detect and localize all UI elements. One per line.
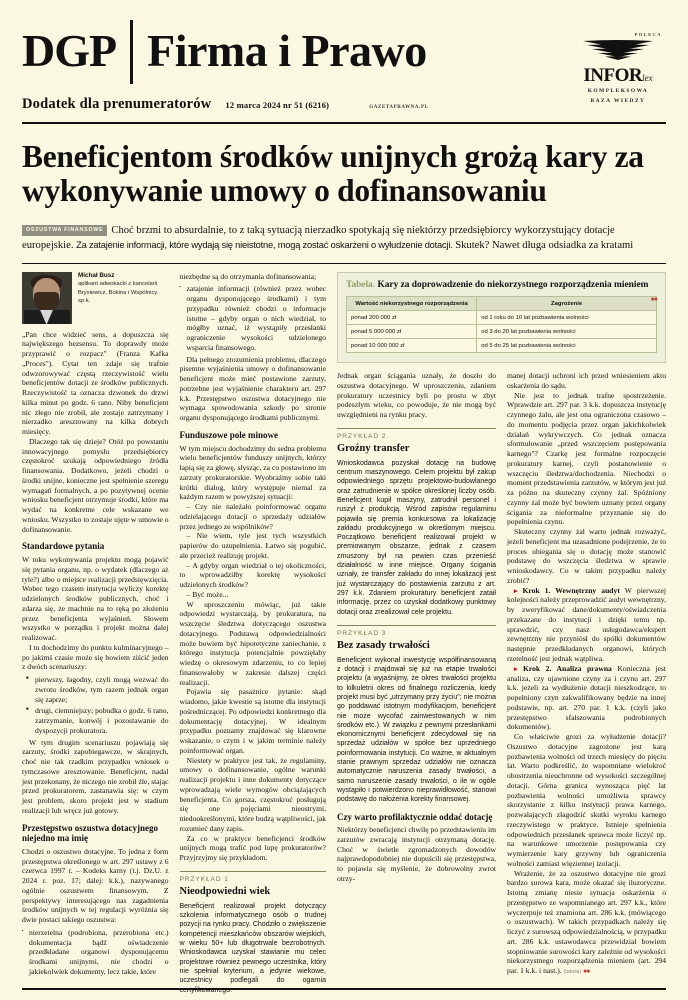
table-box (337, 272, 666, 363)
author-role-1: aplikant adwokacki z kancelarii (78, 281, 158, 288)
author-role-2: Brysiewicz, Bokina i Wspólnicy sp.k. (78, 289, 158, 304)
right-columns (337, 371, 666, 976)
paragraph-text: Wrażenie, że za oszustwo dotacyjne nie grozi bardzo surowa kara, może okazać się iluzoryczne. Istotną zmianę niesie sytuacja oskarżenia o przestępstwo ze wspomnianego art. 297 k.k., które wyczerpuje też znamiona art. 286 k.k. (mówiącego o oszustwach). W takich przypadkach należy się liczyć z surowszą odpowiedzialnością, w przypadku art. 286 k.k. ustawodawca przewidział bowiem stopniowanie surowości kary zależnie od wysokości niekorzystnego rozporządzenia mieniem (art. 294 par. 1 k.k. i nast.). (507, 868, 666, 976)
example-box-2 (337, 428, 496, 617)
step-2-text: Konieczna jest analiza, czy ujawnione czyny za i czynu art. 297 k.k. jeżeli za wydłużenie dotacji nieszkodzące, to popełniony czyn zakwalifikowany będzie na innej podstawie, np. art. 270 par. 1 k.k. (czyli jako przestępstwo sfałszowania podrobionych dokumentów). (507, 663, 666, 732)
paragraph: Niektórzy beneficjenci chwilę po przedstawieniu im zarzutów zwracają instytucji otrzymaną dotację. Choć w świetle zgromadzonych dowodów najprawdopodobniej nie dopuścili się przestępstwa, to pojawia się myślenie, że dobrowolny zwrot otrzy- (337, 825, 496, 883)
paragraph: W tym drugim scenariuszu pojawiają się zarzuty, środki zapobiegawcze, w skrajnych, choć nie tak rzadkim przypadku wniosek o tymczasowe aresztowanie. Beneficjent, nadal jest przekonany, że niczego nie zrobił źle, stając przed prokuratorem, zastanawia się: w czym jest problem, skoro projekt jest w stadium realizacji lub wręcz już gotowy. (22, 737, 169, 815)
lead-bottom-rule (22, 263, 666, 264)
lead-part-3: Skutek? Nawet długa odsiadka za kratami (455, 239, 634, 251)
example-title: Bez zasady trwałości (337, 639, 430, 651)
paragraph: W tym miejscu dochodzimy do sedna problemu wielu beneficjentów funduszy unijnych, którzy łapią się za głowę, słysząc, za co postawiono im zarzuty prokuratorskie. Wyobraźmy sobie taki krótki dialog, który występuje niemal za każdym razem w powyższej sytuacji: (179, 443, 326, 502)
table-row (347, 311, 657, 325)
example-title: Groźny transfer (337, 442, 410, 454)
masthead-left (22, 18, 570, 113)
section-heading-przestepstwo: Przestępstwo oszustwa dotacyjnego niejedno ma imię (22, 822, 158, 844)
list-item: ▪ zatajenie informacji (również przez wobec organu dysponującego środkami) i tym przypadku również chodzi o informacje istotne – gdyby organ o nich wiedział, to mógłby uznać, iż wystąpiły przesłanki ograniczenie wysokości udzielonego wsparcia finansowego. (180, 284, 327, 352)
column-pair-right (337, 272, 666, 976)
paragraph: Dla pełnego zrozumienia problemu, dlaczego pisemne wyjaśnienia umowy o dofinansowanie beneficjent może mieć postawione zarzuty, potrzebne jest wyjaśnienie charakteru art. 297 k.k. Przestępstwo oszustwa dotacyjnego nie wymaga spowodowania szkody po stronie organu dysponującego środkami publicznymi. (179, 354, 326, 423)
paragraph: Niestety w praktyce jest tak, że regulaminy, umowy o dofinansowanie, ogólne warunki realizacji projektu i inne dokumenty dotyczące wprowadzają wiele wymogów obciążających beneficjenta. Co gorsza, częstokroć posługują się one pojęciami nieostrymi, niedookreślonymi, które budzą wątpliwości, jak rozumieć dany zapis. (179, 755, 326, 833)
masthead (22, 0, 666, 113)
column-header-zagrozenie: Zagrożenie (477, 297, 657, 311)
dialogue-line: – Być może... (186, 589, 229, 599)
section-heading-czy-warto: Czy warto profilaktycznie oddać dotację (337, 811, 493, 822)
infor-wings-icon (570, 39, 666, 66)
category-badge: OSZUSTWA FINANSOWE (22, 225, 107, 237)
section-heading-funduszowe-pole-minowe: Funduszowe pole minowe (179, 429, 279, 440)
cell-value: ponad 10 000 000 zł (347, 339, 477, 353)
example-text: Beneficjent realizował projekt dotyczący szkolenia informatycznego osób o trudnej pozycji na rynku pracy. Chodziło o zwiększenie kompetencji mieszkańców obszarów wiejskich, w wieku 50+ lub długotrwale bezrobotnych. Wnioskodawca uzyskał stawianie mu celec projektowe również pewnego uczestnika, który nie spełniał kryterium, a jedynie wiekowe, uczestnicy podlegali do ogarnia certyfikowanego. (179, 902, 326, 994)
promo-label: POLECA (634, 32, 662, 37)
infor-logo (570, 66, 666, 85)
cell-penalty: od 5 do 25 lat pozbawienia wolności (477, 339, 657, 353)
paragraph: W toku wykonywania projektu mogą pojawić się pytania organu, np. o wydatek (dlaczego aż tyle?) albo o miejsce realizacji przedsięwzięcia. Wobec tego czasem instytucja wyliczy korektę udzielonych środków publicznych, choć i zdarza się, że machnie na to ręką po złożeniu przez beneficjenta wyjaśnień. Słowem wszystko w porządku i projekt można dalej realizować. (22, 555, 169, 643)
lead-part-1: Choć brzmi to absurdalnie, to z taką sytuacją nierzadko spotykają się niektórzy przedsiębiorcy wykorzystujący dotacje europejskie. (22, 224, 615, 251)
paragraph: Chodzi o oszustwo dotacyjne. To jedna z form przestępstwa określonego w art. 297 ustawy z 6 czerwca 1997 r. – Kodeks karny (t.j. Dz.U. z 2024 r. poz. 17; dalej: k.k.), nazywanego ogólnie oszustwem finansowym. Z perspektywy interesującego nas zagadnienia środków unijnych w tej regulacji wyróżnia się dwie postaci takiego oszustwa: (22, 846, 169, 925)
article-lead (22, 223, 666, 253)
step-2 (507, 664, 666, 732)
paragraph: niezbędne są do otrzymania dofinansowania; (179, 271, 317, 281)
forms-list-cont (180, 284, 327, 352)
table-row (347, 325, 657, 339)
dialogue-line: – Czy nie należało poinformować organu udzielającego dotacji o sprzedaży udziałów przez jednego ze wspólników? (179, 502, 326, 531)
cell-value: ponad 200 000 zł (347, 311, 477, 325)
forms-list (22, 928, 169, 977)
table-label: Tabela. (346, 279, 376, 290)
dialogue-line: – Nie wiem, tyle jest tych wszystkich papierów do uzupełnienia. Łatwo się pogubić, ale przecież realizuję projekt. (179, 531, 326, 560)
step-1-text: W pierwszej kolejności należy przeprowadzić audyt wewnętrzny, by zweryfikować dane/dokumenty/oświadczenia przekazane do instytucji i dzięki temu np. sprawdzić, czy nasz usługodawca/ekspert zewnętrzny nie przyniósł do spółki dokumentów następnie przedkładanych organowi, których rzetelność jest jednak wątpliwa. (507, 585, 666, 663)
masthead-bottom-rule (22, 122, 666, 124)
paragraph: Za co w praktyce beneficjenci środków unijnych mogą trafić pod lupę prokuratorów? Przyjrzyjmy się przykładom. (179, 833, 326, 863)
issue-info: 12 marca 2024 nr 51 (6216) (225, 100, 330, 110)
paragraph: Jednak organ ściągania uznały, że doszło do oszustwa dotacyjnego. W uproszczeniu, zdaniem prokuratury uczestnicy byli po prostu w zbyt podeszłym wieku, co powoduje, że nie mogą być uwzględnieni na rynku pracy. (337, 371, 496, 419)
example-box-3 (337, 625, 496, 805)
masthead-title-row (22, 18, 570, 84)
masthead-subrow (22, 96, 570, 113)
column-2 (180, 272, 327, 995)
dialogue-line: – A gdyby organ wiedział o tej okoliczności, to wprowadziłby korektę wysokości udzielonych środków? (179, 560, 326, 590)
step-1 (507, 586, 666, 664)
end-dots-icon: ●● (650, 294, 657, 303)
example-label: PRZYKŁAD 1 (179, 875, 229, 883)
avatar (22, 272, 72, 324)
example-box-1 (180, 871, 327, 995)
promo-block[interactable] (570, 18, 666, 105)
masthead-subtitle: Dodatek dla prenumeratorów (22, 96, 212, 112)
paragraph: „Pan chce widzieć sens, a dopuszcza się największego bezsensu. To doprawdy może przyprawić o rozpacz" (Franza Kafka „Proces"). Cytat ten zdaje się trafnie odwzorowywać częstą rzeczywistość wielu beneficjentów dotacji ze środków publicznych. Rzeczywistość ta oznacza dzwonek do drzwi kilka minut po godz. 6 rano. Niby beneficjent nic złego nie zrobił, ale zostaje zatrzymany i nierzadko aresztowany na kilka dobrych miesięcy. (22, 329, 169, 437)
example-label: PRZYKŁAD 3 (337, 629, 387, 637)
cell-penalty: od 3 do 20 lat pozbawienia wolności (477, 325, 657, 339)
column-4 (507, 371, 666, 976)
section-heading-standardowe-pytania: Standardowe pytania (22, 541, 105, 552)
paragraph: Dlaczego tak się dzieje? Otóż po powstaniu innowacyjnego pomysłu przedsiębiorcy częstokroć szukają odpowiedniego źródła finansowania. Dodatkowo, jeżeli chodzi o środki unijne, konieczne jest spełnienie szeregu wymagań formalnych, a po pozytywnej ocenie wniosku beneficjent otrzymuje środki, które ma wydać na konkretne cele wskazane we wniosku. Wszystko to zostaje ujęte w umowie o dofinansowanie. (22, 436, 169, 534)
paragraph: Co właściwie grozi za wyłudzenie dotacji? Oszustwo dotacyjne zagrożone jest karą pozbawienia wolności od trzech miesięcy do pięciu lat. Warto podkreślić, że wspomniane wielokroć obostrzenia nieuchronne od wysokości szczególnej dotacji. Górna granica wynosząca pięć lat pozbawienia wolności umożliwia sprawcy skorzystanie z kilku instytucji prawa karnego, pozwalających złagodzić skutki wyroku karnego rzeczywistego w praktyce. Istnieje spełnienia odpowiednich przesłanek sprawca może liczyć np. na warunkowe umorzenie postępowania czy wymierzenie kary grzywny lub ograniczenia wolności zamiast więziennej izolacji. (507, 732, 666, 868)
table-reference: (tabela) (563, 969, 582, 976)
column-1 (22, 272, 169, 979)
table-caption-text: Kary za doprowadzenie do niekorzystnego rozporządzenia mieniem (377, 279, 649, 290)
table-row (347, 339, 657, 353)
penalties-table (346, 296, 657, 353)
paragraph: Pojawia się pasażnice pytanie: skąd wiadomo, jakie kwestie są istotne dla instytucji pośredniczącej. Po odpowiedzi konkretnego dla dokumentację dotacyjnej. W idealnym przypadku poznamy znajdować się klarowne wskazanie, o czym i w jakim terminie należy poinformować organ. (179, 687, 326, 755)
list-item: ■ pierwszy, łagodny, czyli mogą wezwać do zwrotu środków, tym razem jednak organ się zaprze; (30, 675, 169, 704)
cell-penalty: od 1 roku do 10 lat pozbawienia wolności (477, 311, 657, 325)
infor-logo-text: INFOR (583, 65, 643, 86)
masthead-divider (130, 20, 133, 84)
article-columns (22, 272, 666, 995)
page-title: Beneficjentom środków unijnych grożą kary za wykonywanie umowy o dofinansowaniu (22, 139, 644, 209)
paragraph: manej dotacji uchroni ich przed wniesieniem aktu oskarżenia do sądu. (507, 371, 666, 390)
cell-value: ponad 5 000 000 zł (347, 325, 477, 339)
supplement-title: Firma i Prawo (147, 25, 427, 77)
infor-logo-suffix: lex (642, 73, 653, 83)
paragraph (507, 869, 666, 976)
scenario-list (22, 675, 169, 736)
author-byline (22, 272, 169, 324)
example-text: Wnioskodawca pozyskał dotację na budowę centrum maszynowego. Celem projektu był zakup odpowiedniego sprzętu projektowo-budowlanego oraz zatrudnienie w spółce określonej liczby osób. Beneficjent kupił maszyny, zatrudnił personel i ruszył z produkcją. Wśród zapisów regulaminu pojawiła się premia konkursowa za lokalizację zakładu produkcyjnego w określonym miejscu. Początkowo beneficjent realizował projekt w premiowanym obszarze, jednak z czasem zmuszony był na pewien czas przenieść działalność w inne miejsce. Organy ścigania uznały, że transfer zakładu do innej lokalizacji jest już wystarczający do postawienia zarzutu z art. 297 k.k. Zdaniem prokuratury beneficjent zataił informację, przez co uzyskał dodatkowy punktowy dotacji oraz zrealizował cele projektu. (337, 459, 496, 616)
paragraph: Skuteczny czynny żal warto jednak rozważyć, jeżeli beneficjent ma uzasadnione podejrzenie, że to proces ubiegania się o dotację może stanowić podstawę do wszczęcia śledztwa w sprawie wnioskodawcy. Co w takim przypadku należy zrobić? (507, 527, 666, 585)
example-text: Beneficjent wykonał inwestycję współfinansowaną z dotacji i znajdował się już na etapie trwałości projektu (a wyjaśnijmy, że okres trwałości projektu to kilkuletni okres od finalnego rozliczenia, kiedy projekt musi być „utrzymany przy życiu"; nie można go poddawać istotnym modyfikacjom, beneficjent nie może wycofać zainwestowanych w nim środków etc.). W związku z pewnymi przesłankami ekonomicznymi beneficjent zdecydował się na sprzedaż udziałów w spółce bez uprzedniego poinformowania instytucji. Co ważne, w aktualnym stanie prawnym sprzedaż udziałów nie oznacza automatycznie naruszenia zasady trwałości, a samo naruszenie zasady trwałości, o ile w ogóle wystąpiło i potwierdzono nieprawidłowość, stanowi podstawę do nałożenia korekty finansowej. (337, 656, 496, 804)
page-bottom-rule (22, 988, 666, 990)
infor-tagline-1: KOMPLEKSOWA (587, 88, 649, 94)
column-header-wartosc: Wartość niekorzystnego rozporządzenia (347, 297, 477, 311)
paragraph: I tu dochodzimy do punktu kulminacyjnego – po jakimś czasie może się bowiem ziścić jeden z dwóch scenariuszy: (22, 642, 169, 672)
step-1-label: ▸ Krok 1. Wewnętrzny audyt (514, 586, 620, 595)
brand-logo[interactable]: DGP (22, 25, 117, 77)
paragraph: Nie jest to jednak trafne spostrzeżenie. Wprawdzie art. 297 par. 3 k.k. dopuszcza instytucję czynnego żalu, ale jest ona ograniczona czasowo – do momentu podjęcia przez organ jakichkolwiek działań wykrywczych. Co jednak oznacza sformułowanie „przed wszczęciem postępowania karnego"? Czarkę jest formalne rozpoczęcie prokuratury karnej, czyli postanowienie o wszczęciu śledztwa/dochodzenia. Niechodzi o moment przedstawienia zarzutów, w którym jest już za późno na skuteczny czynny żal. Spóźniony czynny żal może być bowiem uznany przez organy ścigania za nieformalne przyznanie się do popełnienia czynu. (507, 390, 666, 527)
table-caption (346, 280, 657, 291)
list-item: ■ drugi, ciemniejszy; pobudka o godz. 6 rano, zatrzymanie, konwój i pozostawanie do dyspozycji prokuratora. (30, 706, 169, 735)
table-header-row (347, 297, 657, 311)
infor-tagline-2: BAZA WIEDZY (590, 98, 646, 105)
lead-part-2: Za zatajenie informacji, które wydają się nieistotne, mogą zostać oskarżeni o wyłudzenie dotacji. (76, 239, 453, 250)
example-label: PRZYKŁAD 2 (337, 432, 387, 440)
column-3 (337, 371, 496, 884)
author-name: Michał Busz (78, 271, 115, 279)
end-dots-icon: ●● (583, 967, 590, 976)
paragraph: W uproszczeniu mówiąc, już takie odpowiedzi wystarczają, by prokuratura, na wszczęcie śledztwa dotyczącego oszustwa dotacyjnego. Podstawą odpowiedzialności może bowiem być hipotetyczne zaniechanie, z którego instytucja potencjalnie powzięłaby wiedzę o okresowym zdarzeniu, to co lepiej finansowałoby w zakresie dalszej części realizacji. (179, 599, 326, 687)
list-item: ▪ nierzetelna (podrobiona, przerobiona etc.) dokumentacja bądź oświadczenie przedkładane organowi dysponującemu środkami unijnymi, nie chodzi o jakiekolwiek dokumenty, lecz takie, które (22, 928, 169, 977)
step-2-label: ▸ Krok 2. Analiza prawna (514, 664, 612, 673)
example-title: Nieodpowiedni wiek (179, 885, 271, 897)
site-url[interactable]: GAZETAPRAWNA.PL (369, 105, 429, 110)
